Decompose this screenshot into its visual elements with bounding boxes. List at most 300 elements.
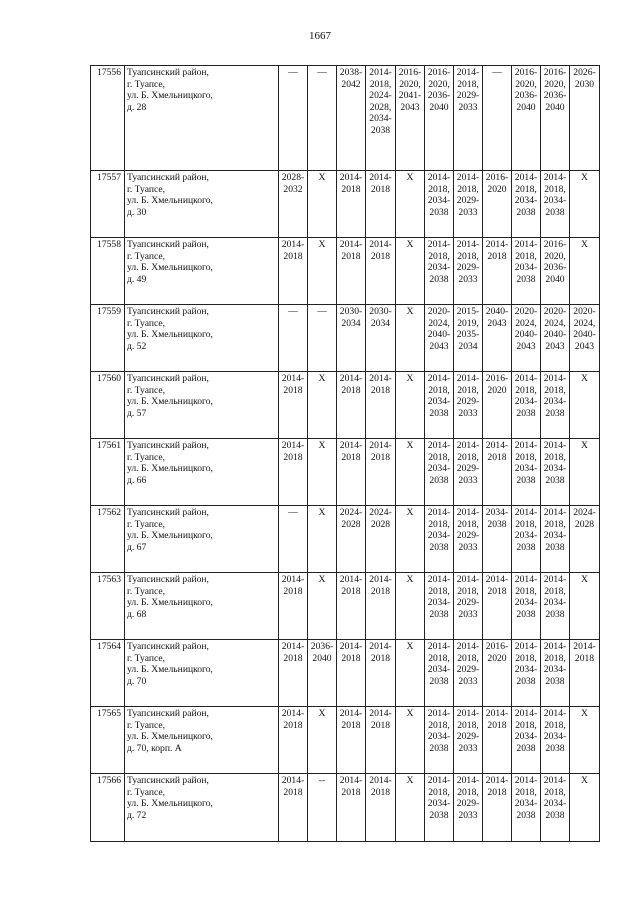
address-line: Туапсинский район, [127,306,209,317]
period-text: 2038 [545,742,565,754]
period-cell [366,439,396,506]
period-cell [541,66,570,171]
period-text: 2034- [427,262,451,274]
period-text: 2020, [399,78,421,90]
period-text: 2014- [485,775,509,786]
period-text: 2014- [543,440,567,451]
period-text: 2038 [429,407,449,419]
period-text: 2018, [428,585,450,597]
period-text: 2014- [514,775,538,786]
period-text: 2038 [545,809,565,821]
period-text: -- [318,775,326,786]
period-text: — [492,67,502,78]
period-text: 2033 [458,608,478,620]
period-text: X [318,708,326,719]
period-text: 2036- [543,90,567,102]
period-text: 2038 [516,675,536,687]
period-text: 2014- [281,574,305,585]
period-cell [570,305,600,372]
period-cell [366,506,396,573]
schedule-table [90,65,600,842]
period-text: 2029- [456,530,480,542]
period-cell [366,573,396,640]
period-text: 2040- [427,329,451,341]
period-cell [541,506,570,573]
period-text: 2014- [514,440,538,451]
address-line: Туапсинский район, [127,67,209,78]
period-text: 2038 [516,407,536,419]
period-text: X [581,172,588,183]
period-text: 2018, [515,518,537,530]
period-text: 2014- [427,239,451,250]
period-text: 2018 [283,585,303,597]
period-text: 2040 [516,101,536,113]
period-text: 2040 [545,101,565,113]
period-text: 2024, [573,317,596,329]
period-text: X [406,574,414,585]
period-text: 2038 [429,608,449,620]
period-text: 2024, [544,317,566,329]
period-text: 2034- [427,597,451,609]
period-text: — [317,67,327,78]
period-text: 2038 [516,608,536,620]
period-cell [366,66,396,171]
period-text: 2020, [544,250,566,262]
period-text: 2016- [485,172,509,183]
address-cell [125,774,279,842]
period-cell [308,372,337,439]
period-text: 2018, [428,183,450,195]
period-text: 2024- [339,507,363,518]
period-text: 2014- [427,440,451,451]
period-text: 2038 [545,474,565,486]
period-cell [308,506,337,573]
period-text: 2018, [457,786,479,798]
period-text: 2038 [545,608,565,620]
period-text: 2038 [429,809,449,821]
period-cell [570,506,600,573]
period-text: X [406,641,414,652]
period-text: 2038 [545,407,565,419]
address-line: ул. Б. Хмельницкого, [127,530,213,542]
period-text: X [406,507,414,518]
period-cell [512,573,541,640]
period-cell [541,774,570,842]
address-line: ул. Б. Хмельницкого, [127,396,213,408]
period-text: 2034- [485,507,509,518]
address-line: ул. Б. Хмельницкого, [127,798,213,810]
period-text: 2018, [428,652,450,664]
period-cell [425,372,454,439]
period-text: 2018, [428,786,450,798]
address-line: ул. Б. Хмельницкого, [127,329,213,341]
period-cell [366,238,396,305]
period-text: 2018, [428,250,450,262]
period-text: 2018, [428,719,450,731]
table-row [91,506,600,573]
period-text: 2040- [514,329,538,341]
period-text: 2034- [514,463,538,475]
period-text: 2034- [514,798,538,810]
period-text: 2015- [456,306,480,317]
address-line: д. 72 [127,809,147,821]
period-cell [512,66,541,171]
period-cell [337,506,366,573]
period-text: 2020 [487,652,507,664]
row-number: 17556 [91,66,125,171]
period-text: 2028- [281,172,305,183]
period-text: 2018 [341,786,361,798]
period-text: 2014- [573,641,596,652]
period-text: 2018, [515,451,537,463]
period-text: 2036- [543,262,567,274]
address-line: г. Туапсе, [127,518,165,530]
period-cell [425,707,454,774]
period-text: 2030 [574,78,595,90]
period-text: 2038 [516,206,536,218]
table-row [91,573,600,640]
table-row [91,372,600,439]
period-cell [279,506,308,573]
period-cell [483,707,512,774]
row-number: 17560 [91,372,125,439]
address-line: д. 66 [127,474,147,486]
address-line: Туапсинский район, [127,775,209,786]
period-text: 2014- [543,574,567,585]
address-cell [125,506,279,573]
period-text: 2030- [369,306,392,317]
period-text: 2036- [514,90,538,102]
address-line: ул. Б. Хмельницкого, [127,195,213,207]
period-text: 2020- [427,306,451,317]
period-text: 2038 [429,742,449,754]
period-cell [396,238,425,305]
period-cell [454,238,483,305]
period-text: 2014- [281,239,305,250]
period-cell [279,171,308,238]
period-text: 2043 [516,340,536,352]
period-text: 2029- [456,463,480,475]
period-text: 2033 [458,742,478,754]
period-text: 2033 [458,407,478,419]
period-cell [396,774,425,842]
period-cell [483,506,512,573]
period-text: X [581,373,588,384]
period-text: 2018 [283,451,303,463]
period-text: X [406,708,414,719]
period-text: 2014- [369,641,392,652]
period-text: X [581,775,588,786]
period-text: 2014- [427,775,451,786]
period-text: 2016- [398,67,422,78]
period-text: 2034- [514,195,538,207]
period-text: 2018 [574,652,595,664]
period-cell [337,439,366,506]
period-text: 2034 [370,317,391,329]
table-row [91,66,600,171]
period-cell [454,774,483,842]
period-text: 2018, [457,518,479,530]
period-text: 2034- [543,798,567,810]
period-cell [570,238,600,305]
period-text: 2014- [427,507,451,518]
period-cell [512,171,541,238]
period-text: X [581,574,588,585]
period-text: 2018 [487,451,507,463]
period-cell [366,372,396,439]
period-cell [308,66,337,171]
period-cell [366,171,396,238]
period-cell [425,305,454,372]
address-line: г. Туапсе, [127,719,165,731]
period-cell [454,305,483,372]
period-text: 2018 [283,250,303,262]
period-text: 2040- [573,329,596,341]
address-line: ул. Б. Хмельницкого, [127,90,213,102]
period-text: 2014- [514,172,538,183]
period-cell [308,640,337,707]
row-number: 17562 [91,506,125,573]
table-row [91,774,600,842]
address-line: д. 68 [127,608,147,620]
period-cell [425,238,454,305]
period-text: 2014- [485,239,509,250]
period-cell [454,372,483,439]
period-text: 2020, [428,78,450,90]
period-cell [279,372,308,439]
period-text: 2033 [458,474,478,486]
address-line: Туапсинский район, [127,239,209,250]
period-text: 2018 [341,384,361,396]
period-cell [541,439,570,506]
period-text: 2014- [427,708,451,719]
period-text: X [406,440,414,451]
period-text: 2014- [543,641,567,652]
period-text: 2014- [427,574,451,585]
period-text: 2038 [429,675,449,687]
period-text: 2038 [516,474,536,486]
period-text: 2033 [458,809,478,821]
period-text: 2020- [543,306,567,317]
period-text: 2014- [369,172,392,183]
period-text: 2040 [312,652,332,664]
period-text: 2018 [341,719,361,731]
period-text: 2018 [370,451,391,463]
period-cell [337,305,366,372]
row-number: 17564 [91,640,125,707]
period-text: 2043 [429,340,449,352]
period-text: 2018 [283,652,303,664]
period-text: 2016- [543,239,567,250]
address-cell [125,238,279,305]
address-line: ул. Б. Хмельницкого, [127,664,213,676]
period-text: 2014- [339,172,363,183]
address-line: Туапсинский район, [127,708,209,719]
period-text: 2014- [456,440,480,451]
period-text: 2024- [369,90,392,102]
period-text: 2029- [456,664,480,676]
period-cell [483,439,512,506]
period-cell [366,305,396,372]
address-line: Туапсинский район, [127,172,209,183]
period-text: 2016- [485,373,509,384]
period-text: 2014- [514,239,538,250]
period-cell [425,66,454,171]
period-text: 2016- [543,67,567,78]
period-cell [396,439,425,506]
period-cell [279,707,308,774]
period-text: 2035- [456,329,480,341]
period-text: 2029- [456,90,480,102]
period-text: 2014- [427,172,451,183]
table-row [91,640,600,707]
period-text: 2014- [456,239,480,250]
period-cell [541,171,570,238]
period-cell [425,573,454,640]
period-cell [541,707,570,774]
period-cell [308,305,337,372]
period-text: — [288,306,298,317]
period-text: 2030- [339,306,363,317]
period-text: X [318,172,326,183]
period-text: 2020 [487,384,507,396]
period-text: 2018, [428,384,450,396]
period-text: 2018, [515,585,537,597]
period-text: 2034 [341,317,361,329]
period-cell [570,774,600,842]
period-text: 2018 [341,585,361,597]
period-text: 2034- [543,530,567,542]
period-text: 2034- [543,195,567,207]
period-cell [337,640,366,707]
period-text: 2034- [543,731,567,743]
period-text: X [406,172,414,183]
address-line: г. Туапсе, [127,250,165,262]
period-text: 2038 [370,124,391,136]
period-text: 2020- [573,306,596,317]
period-text: 2014- [514,507,538,518]
period-text: 2014- [281,708,305,719]
period-text: 2014- [543,373,567,384]
period-text: 2033 [458,675,478,687]
period-cell [396,506,425,573]
period-text: 2042 [341,78,361,90]
period-text: 2034- [543,597,567,609]
period-cell [279,66,308,171]
period-text: 2018 [487,250,507,262]
period-text: 2018, [457,451,479,463]
period-text: X [406,239,414,250]
period-text: X [318,373,326,384]
period-cell [337,774,366,842]
period-text: 2018 [283,786,303,798]
period-text: 2029- [456,262,480,274]
period-text: 2018 [487,786,507,798]
period-text: 2014- [369,775,392,786]
period-text: 2018, [515,183,537,195]
period-cell [308,238,337,305]
period-cell [366,774,396,842]
period-text: — [317,306,327,317]
address-cell [125,171,279,238]
period-text: X [318,574,326,585]
period-text: 2014- [456,67,480,78]
period-text: 2018 [341,652,361,664]
period-text: 2020, [544,78,566,90]
period-text: 2018, [544,183,566,195]
period-text: 2014- [281,373,305,384]
period-text: 2014- [427,641,451,652]
period-cell [279,439,308,506]
period-text: 2038 [516,809,536,821]
period-text: 2029- [456,731,480,743]
period-text: 2018, [544,585,566,597]
period-text: X [581,708,588,719]
period-text: 2034- [369,113,392,125]
period-text: 2029- [456,597,480,609]
period-text: 2018, [515,384,537,396]
period-text: — [288,67,298,78]
period-cell [483,238,512,305]
period-cell [279,305,308,372]
address-line: д. 70, корп. А [127,742,182,754]
period-text: 2038 [516,541,536,553]
period-cell [396,305,425,372]
period-cell [483,305,512,372]
period-text: 2014- [485,708,509,719]
period-cell [366,707,396,774]
period-text: 2014- [514,574,538,585]
page-number: 1667 [309,30,331,42]
period-text: 2024- [573,507,596,518]
period-text: 2014- [369,574,392,585]
period-text: 2014- [427,373,451,384]
period-text: 2033 [458,101,478,113]
period-text: 2018, [544,786,566,798]
period-text: 2036- [427,90,451,102]
period-text: X [406,373,414,384]
row-number: 17563 [91,573,125,640]
period-text: 2043 [545,340,565,352]
period-text: 2038 [516,273,536,285]
period-text: 2018 [341,250,361,262]
period-text: 2043 [487,317,507,329]
period-text: 2018 [283,384,303,396]
row-number: 17557 [91,171,125,238]
period-text: 2014- [543,507,567,518]
period-text: 2028 [574,518,595,530]
period-cell [454,707,483,774]
period-text: 2018 [341,183,361,195]
period-cell [279,238,308,305]
period-text: 2034- [427,731,451,743]
period-text: 2018 [370,652,391,664]
period-text: 2034- [514,664,538,676]
period-text: 2018 [370,786,391,798]
period-cell [425,774,454,842]
period-text: 2038 [516,742,536,754]
period-cell [308,774,337,842]
period-text: 2014- [369,440,392,451]
period-text: 2014- [369,373,392,384]
address-line: ул. Б. Хмельницкого, [127,597,213,609]
period-text: 2038 [545,675,565,687]
period-cell [454,66,483,171]
period-text: 2038 [429,273,449,285]
period-cell [512,774,541,842]
address-line: ул. Б. Хмельницкого, [127,731,213,743]
period-text: X [406,775,414,786]
